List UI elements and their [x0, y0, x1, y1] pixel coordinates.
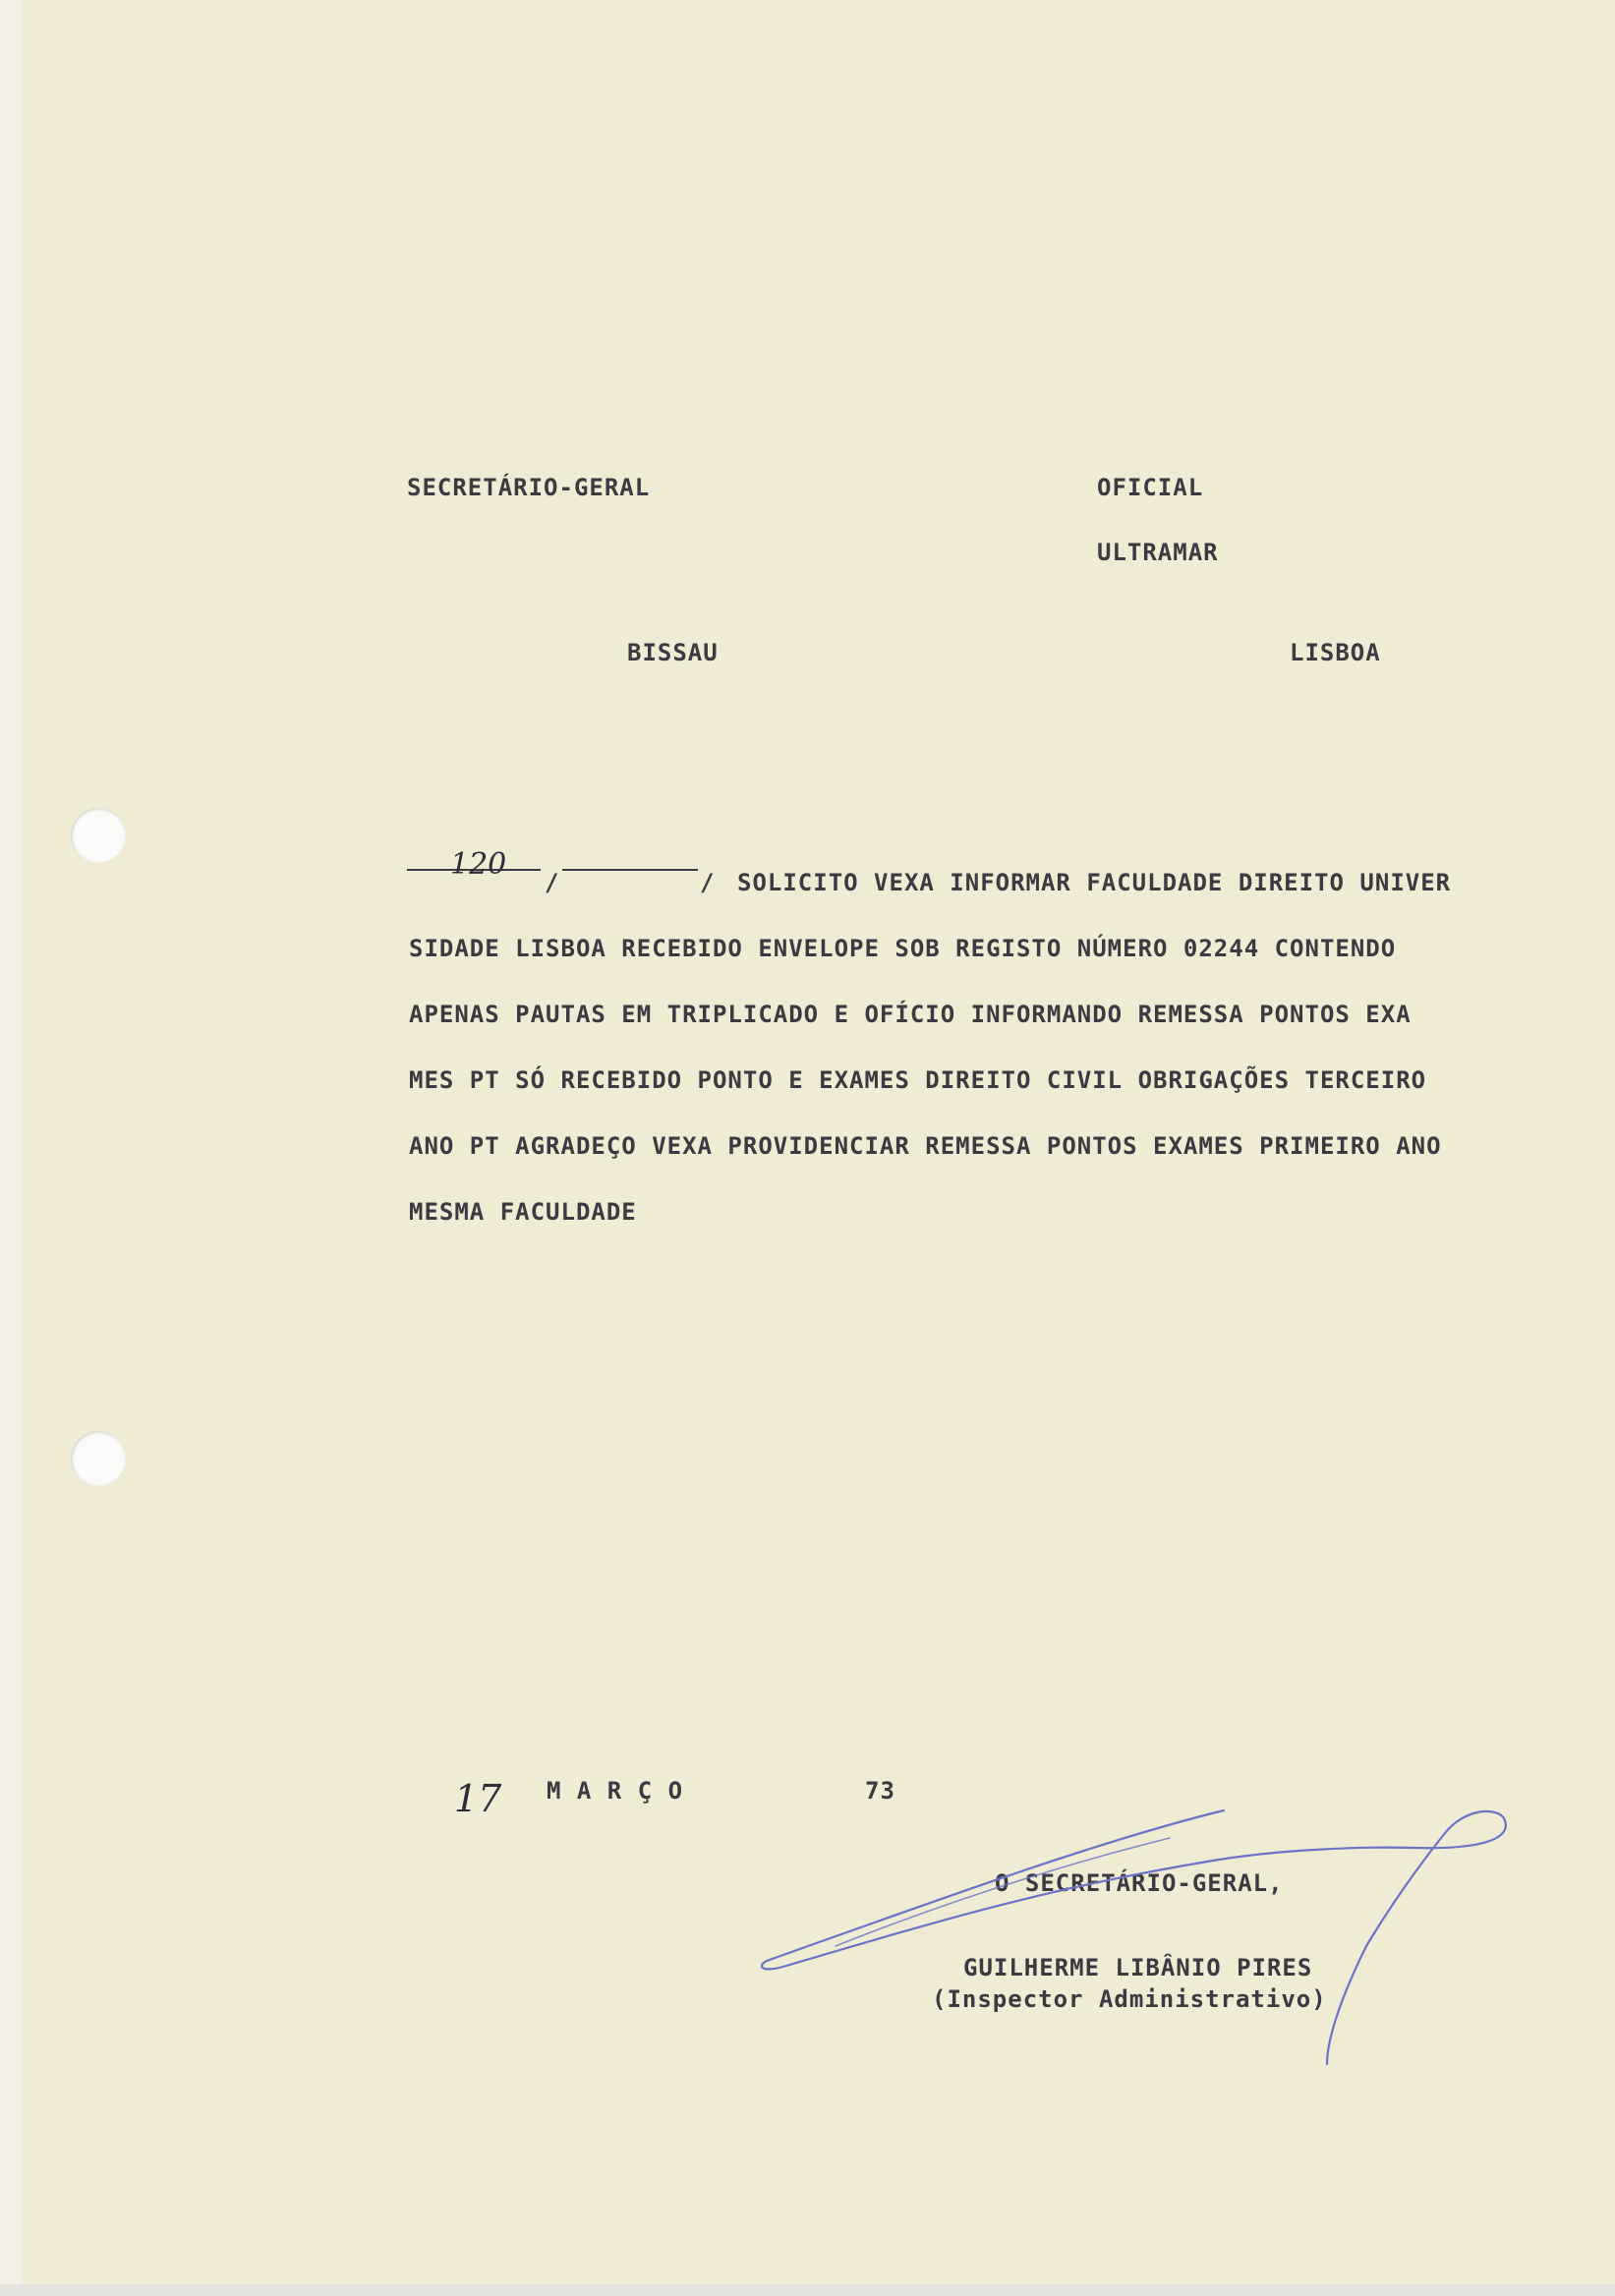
punch-hole-bottom [71, 1431, 126, 1486]
date-year: 73 [865, 1777, 895, 1805]
scan-bottom-edge [0, 2284, 1615, 2296]
handwritten-signature [757, 1799, 1533, 2094]
reference-number: 120 [450, 847, 507, 882]
punch-hole-top [71, 808, 126, 863]
date-day: 17 [454, 1777, 502, 1820]
reference-closing-separator: / [700, 869, 716, 896]
body-line-5: ANO PT AGRADEÇO VEXA PROVIDENCIAR REMESSA PONTOS EXAMES PRIMEIRO ANO [409, 1132, 1442, 1160]
reference-blank-2 [562, 869, 698, 871]
body-line-3: APENAS PAUTAS EM TRIPLICADO E OFÍCIO INFORMANDO REMESSA PONTOS EXA [409, 1001, 1412, 1028]
signatory-role: (Inspector Administrativo) [932, 1985, 1327, 2013]
sender-title: SECRETÁRIO-GERAL [407, 474, 651, 501]
recipient-city: LISBOA [1290, 639, 1381, 666]
recipient-line-2: ULTRAMAR [1097, 539, 1219, 566]
signature-title: O SECRETÁRIO-GERAL, [995, 1869, 1284, 1897]
body-line-1: SOLICITO VEXA INFORMAR FACULDADE DIREITO UNIVER [737, 869, 1452, 896]
body-line-2: SIDADE LISBOA RECEBIDO ENVELOPE SOB REGISTO NÚMERO 02244 CONTENDO [409, 935, 1397, 962]
sender-city: BISSAU [627, 639, 719, 666]
body-line-4: MES PT SÓ RECEBIDO PONTO E EXAMES DIREITO CIVIL OBRIGAÇÕES TERCEIRO [409, 1066, 1427, 1094]
body-line-6: MESMA FACULDADE [409, 1198, 637, 1226]
reference-separator: / [545, 869, 560, 896]
signatory-name: GUILHERME LIBÂNIO PIRES [963, 1954, 1313, 1981]
recipient-line-1: OFICIAL [1097, 474, 1204, 501]
date-month: M A R Ç O [547, 1777, 684, 1805]
